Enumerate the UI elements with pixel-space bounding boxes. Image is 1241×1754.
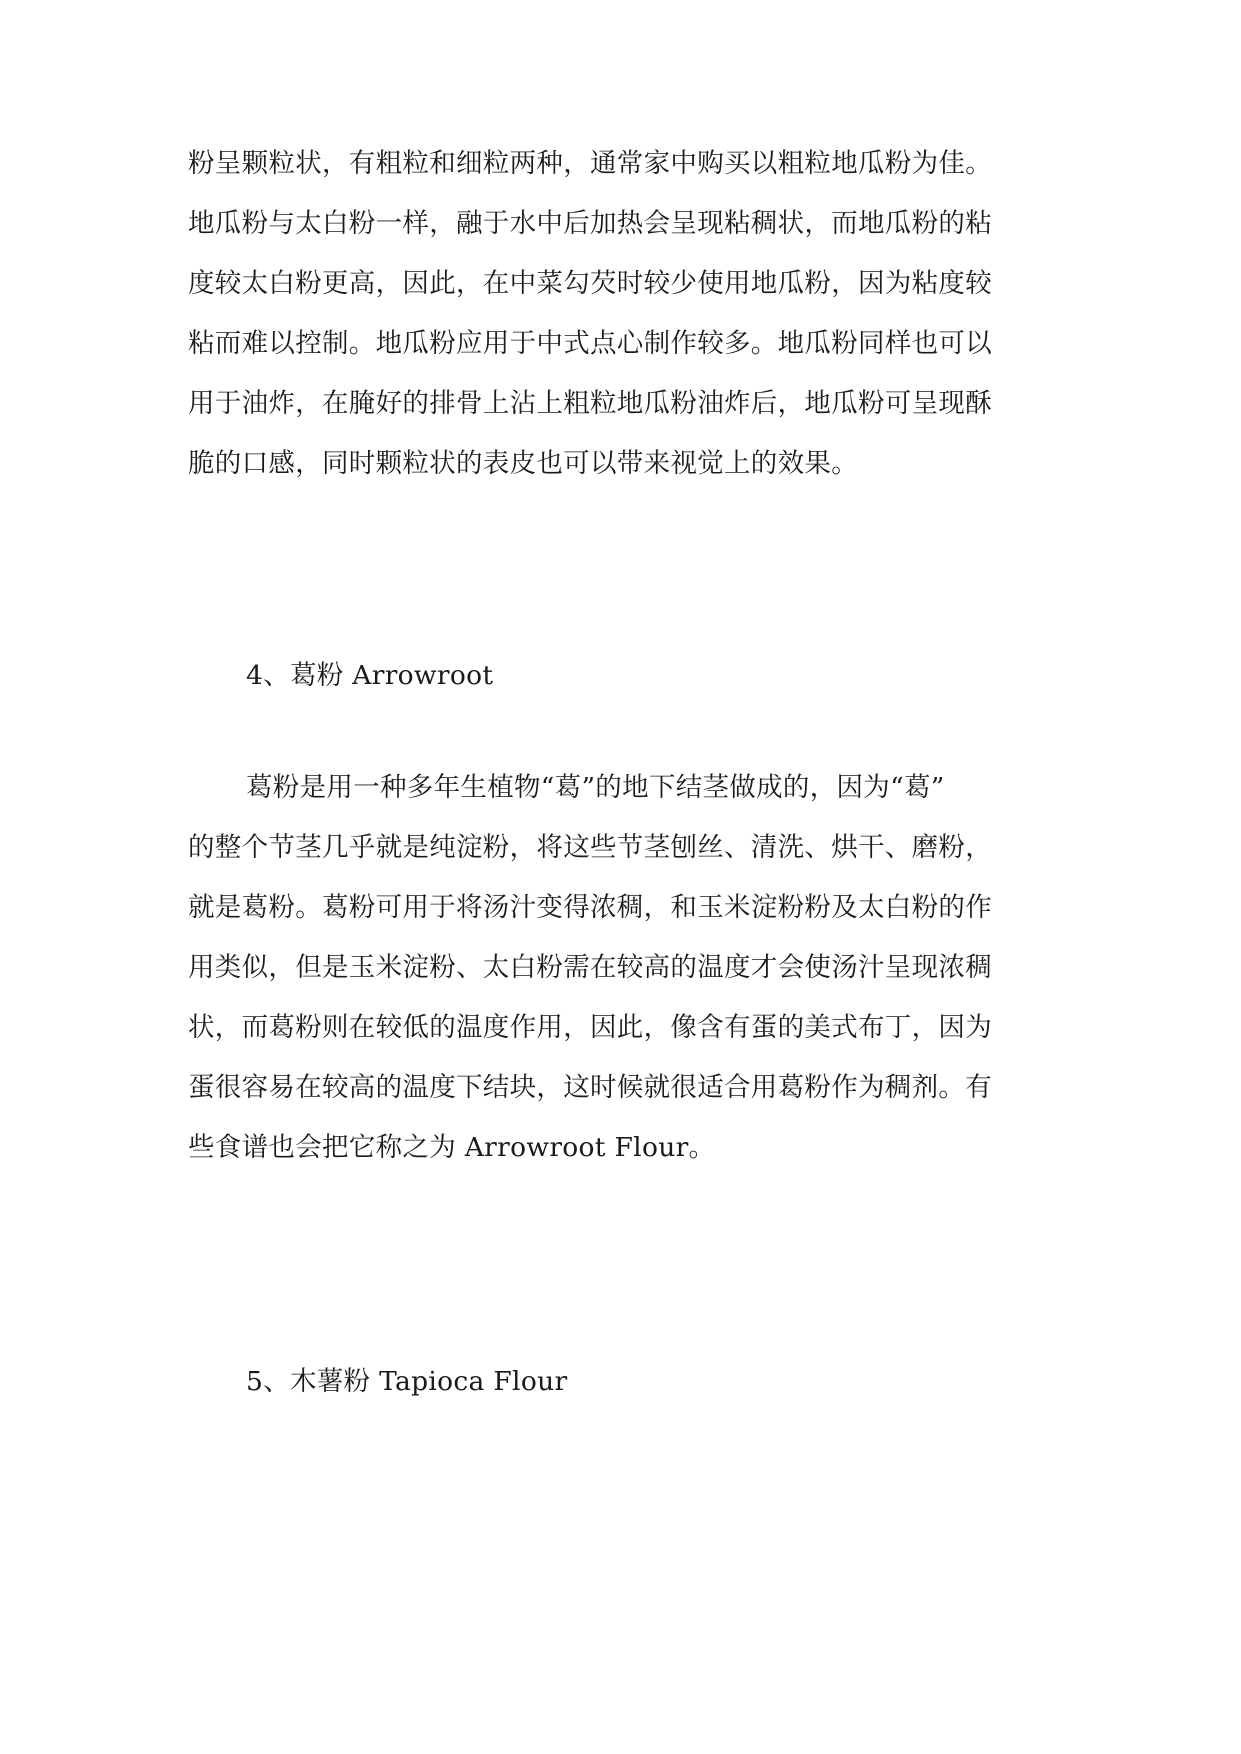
section-heading-tapioca: 5、木薯粉 Tapioca Flour: [246, 1366, 568, 1397]
paragraph-1-line-4: 粘而难以控制。地瓜粉应用于中式点心制作较多。地瓜粉同样也可以: [188, 328, 992, 359]
paragraph-1-line-5: 用于油炸，在腌好的排骨上沾上粗粒地瓜粉油炸后，地瓜粉可呈现酥: [188, 388, 992, 419]
paragraph-1-line-1: 粉呈颗粒状，有粗粒和细粒两种，通常家中购买以粗粒地瓜粉为佳。: [188, 148, 992, 179]
paragraph-2-line-6: 蛋很容易在较高的温度下结块，这时候就很适合用葛粉作为稠剂。有: [188, 1072, 992, 1103]
paragraph-2-line-2: 的整个节茎几乎就是纯淀粉，将这些节茎刨丝、清洗、烘干、磨粉，: [188, 832, 992, 863]
paragraph-2-line-7: 些食谱也会把它称之为 Arrowroot Flour。: [188, 1132, 716, 1163]
paragraph-2-line-3: 就是葛粉。葛粉可用于将汤汁变得浓稠，和玉米淀粉粉及太白粉的作: [188, 892, 992, 923]
paragraph-2-line-5: 状，而葛粉则在较低的温度作用，因此，像含有蛋的美式布丁，因为: [188, 1012, 992, 1043]
paragraph-1-line-6: 脆的口感，同时颗粒状的表皮也可以带来视觉上的效果。: [188, 448, 858, 479]
paragraph-1-line-3: 度较太白粉更高，因此，在中菜勾芡时较少使用地瓜粉，因为粘度较: [188, 268, 992, 299]
paragraph-2-line-4: 用类似，但是玉米淀粉、太白粉需在较高的温度才会使汤汁呈现浓稠: [188, 952, 992, 983]
paragraph-2-line-1: 葛粉是用一种多年生植物“葛”的地下结茎做成的，因为“葛”: [246, 772, 945, 803]
section-heading-arrowroot: 4、葛粉 Arrowroot: [246, 660, 494, 691]
paragraph-1-line-2: 地瓜粉与太白粉一样，融于水中后加热会呈现粘稠状，而地瓜粉的粘: [188, 208, 992, 239]
